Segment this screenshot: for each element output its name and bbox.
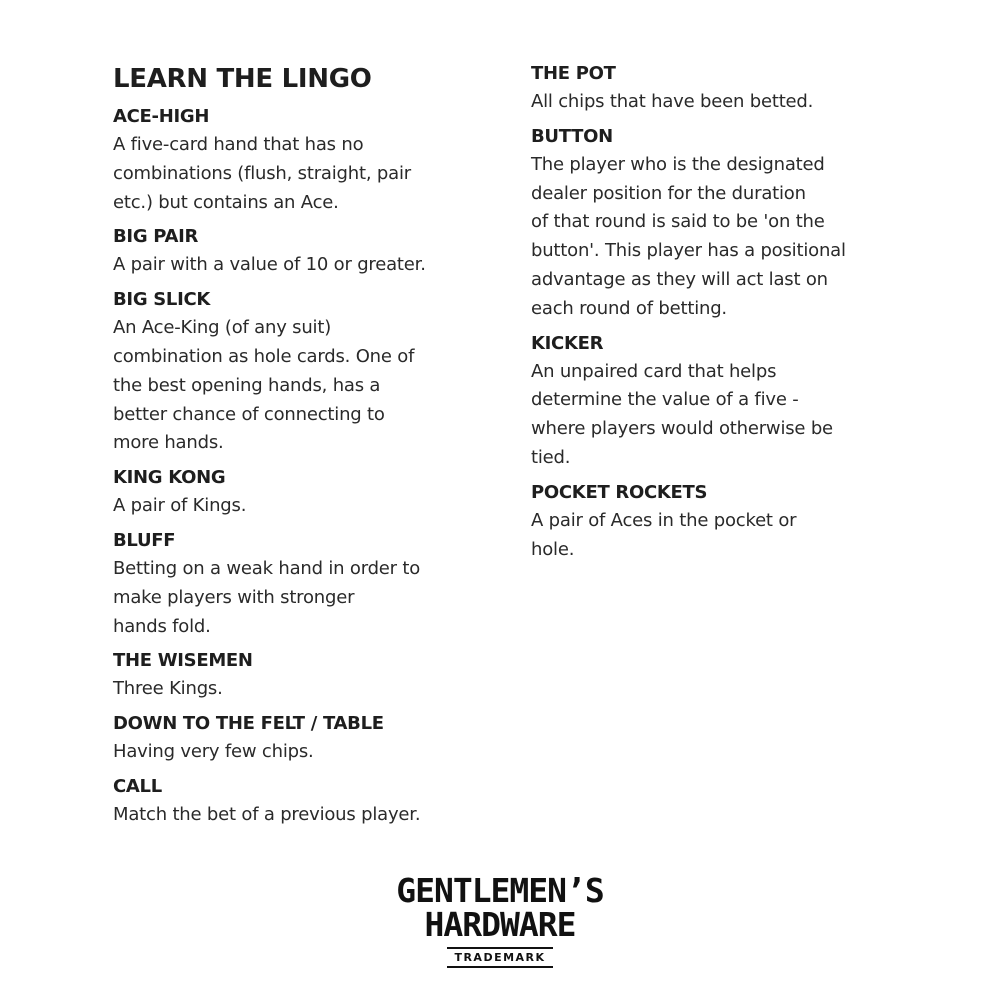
definition-big-slick: An Ace-King (of any suit) combination as hole cards. One of the best opening hands, has a better chance of connecting to more hands. — [113, 317, 415, 454]
term-bluff: BLUFF — [113, 529, 176, 551]
glossary-entry — [113, 223, 485, 280]
term-the-wisemen: THE WISEMEN — [113, 650, 253, 672]
term-button: BUTTON — [531, 125, 613, 147]
definition-bluff: Betting on a weak hand in order to make players with stronger hands fold. — [113, 557, 421, 637]
definition-ace-high: A five-card hand that has no combinations (flush, straight, pair etc.) but contains an Ace. — [113, 134, 411, 213]
glossary-entry — [113, 527, 485, 641]
term-pocket-rockets: POCKET ROCKETS — [531, 481, 708, 503]
glossary-entry — [531, 330, 911, 473]
definition-kicker: An unpaired card that helps determine the value of a five - where players would otherwise be tied. — [531, 360, 833, 468]
glossary-entry — [531, 123, 911, 324]
logo-line-1: GENTLEMEN’S — [396, 871, 604, 910]
term-call: CALL — [113, 775, 162, 797]
definition-king-kong: A pair of Kings. — [113, 495, 247, 517]
definition-button: The player who is the designated dealer position for the duration of that round is said to be 'on the button'. This player has a positional advantage as they will act last on each round of betting. — [531, 153, 846, 319]
glossary-entry — [113, 710, 485, 767]
glossary-entry — [113, 647, 485, 704]
definition-the-pot: All chips that have been betted. — [531, 91, 814, 112]
page-title: LEARN THE LINGO — [113, 64, 372, 94]
right-column — [531, 60, 911, 570]
left-column — [113, 103, 485, 836]
term-big-slick: BIG SLICK — [113, 289, 211, 311]
definition-down-to-the-felt: Having very few chips. — [113, 741, 314, 763]
term-big-pair: BIG PAIR — [113, 226, 199, 248]
term-kicker: KICKER — [531, 332, 604, 354]
glossary-entry — [113, 464, 485, 521]
logo-line-2: HARDWARE — [424, 905, 576, 944]
glossary-entry — [113, 103, 485, 217]
definition-big-pair: A pair with a value of 10 or greater. — [113, 254, 426, 276]
glossary-entry — [113, 773, 485, 830]
glossary-entry — [531, 479, 911, 565]
definition-pocket-rockets: A pair of Aces in the pocket or hole. — [531, 509, 797, 560]
logo-tagline: TRADEMARK — [447, 947, 553, 968]
definition-the-wisemen: Three Kings. — [113, 678, 223, 700]
term-ace-high: ACE-HIGH — [113, 106, 210, 127]
glossary-entry — [531, 60, 911, 117]
term-down-to-the-felt: DOWN TO THE FELT / TABLE — [113, 713, 384, 735]
term-king-kong: KING KONG — [113, 467, 226, 489]
term-the-pot: THE POT — [531, 63, 616, 84]
definition-call: Match the bet of a previous player. — [113, 803, 421, 825]
brand-logo — [380, 871, 620, 968]
glossary-entry — [113, 286, 485, 458]
